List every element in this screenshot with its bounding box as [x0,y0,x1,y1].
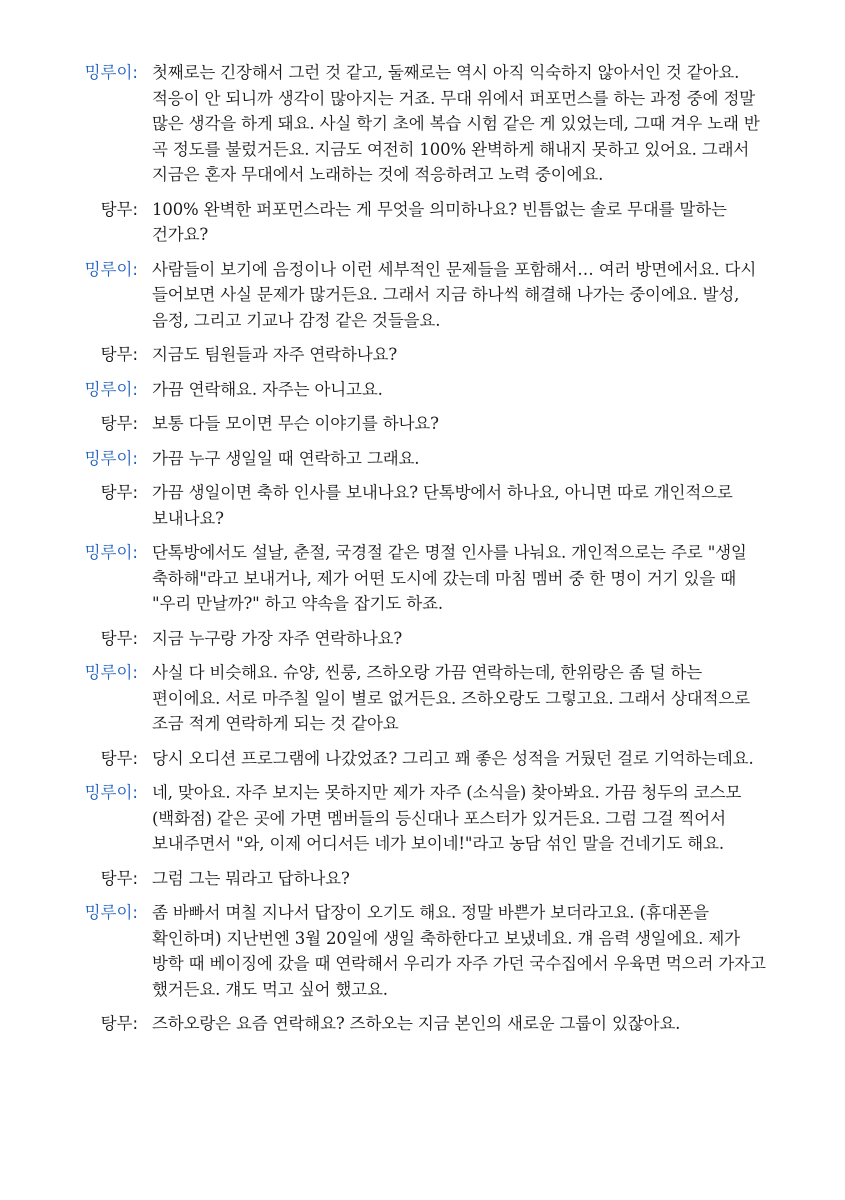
utterance-text: 첫째로는 긴장해서 그런 것 같고, 둘째로는 역시 아직 익숙하지 않아서인 것 같아요. 적응이 안 되니까 생각이 많아지는 거죠. 무대 위에서 퍼포먼스를 하는 과정 중에 정말 많은 생각을 하게 돼요. 사실 학기 초에 복습 시험 같은 게 있었는데, 그때 겨우 노래 반 곡 정도를 불렀거든요. 지금도 여전히 100% 완벽하게 해내지 못하고 있어요. 그래서 지금은 혼자 무대에서 노래하는 것에 적응하려고 노력 중이에요. [152,63,760,184]
utterance-text: 가끔 생일이면 축하 인사를 보내나요? 단톡방에서 하나요, 아니면 따로 개인적으로 보내나요? [152,483,733,528]
dialogue-turn [74,60,774,188]
dialogue-turn [74,342,774,368]
utterance-text: 사실 다 비슷해요. 슈양, 씬룽, 즈하오랑 가끔 연락하는데, 한위랑은 좀 덜 하는 편이에요. 서로 마주칠 일이 별로 없거든요. 즈하오랑도 그렇고요. 그래서 상대적으로 조금 적게 연락하게 되는 것 같아요 [152,663,750,733]
dialogue-turn [74,780,774,857]
utterance-text: 가끔 연락해요. 자주는 아니고요. [152,379,383,399]
utterance-text: 당시 오디션 프로그램에 나갔었죠? 그리고 꽤 좋은 성적을 거뒀던 걸로 기억하는데요. [152,748,754,768]
speaker-label: 밍루이: [84,543,138,562]
dialogue-turn [74,446,774,472]
speaker-label: 탕무: [100,748,138,768]
dialogue-turn [74,660,774,737]
speaker-label: 밍루이: [84,663,138,682]
speaker-label: 탕무: [100,483,138,502]
utterance-text: 단톡방에서도 설날, 춘절, 국경절 같은 명절 인사를 나눠요. 개인적으로는 주로 "생일 축하해"라고 보내거나, 제가 어떤 도시에 갔는데 마침 멤버 중 한 명이 거기 있을 때 "우리 만날까?" 하고 약속을 잡기도 하죠. [152,543,747,613]
speaker-label: 밍루이: [84,903,138,922]
dialogue-turn [74,411,774,437]
dialogue-turn [74,746,774,772]
dialogue-turn [74,1011,774,1037]
dialogue-turn [74,197,774,248]
utterance-text: 보통 다들 모이면 무슨 이야기를 하나요? [152,414,439,433]
utterance-text: 즈하오랑은 요즘 연락해요? 즈하오는 지금 본인의 새로운 그룹이 있잖아요. [152,1014,681,1033]
dialogue-turn [74,900,774,1002]
interview-transcript [74,60,774,1046]
speaker-label: 탕무: [100,628,138,648]
speaker-label: 탕무: [100,1014,138,1033]
speaker-label: 밍루이: [84,259,138,279]
dialogue-turn [74,866,774,892]
speaker-label: 밍루이: [84,379,138,399]
speaker-label: 탕무: [100,199,138,219]
utterance-text: 네, 맞아요. 자주 보지는 못하지만 제가 자주 (소식을) 찾아봐요. 가끔 청두의 코스모(백화점) 같은 곳에 가면 멤버들의 등신대나 포스터가 있거든요. 그럼 그걸 찍어서 보내주면서 "와, 이제 어디서든 네가 보이네!"라고 농담 섞인 말을 건네기도 해요. [152,783,742,853]
utterance-text: 가끔 누구 생일일 때 연락하고 그래요. [152,448,420,468]
dialogue-turn [74,377,774,403]
speaker-label: 탕무: [100,345,138,364]
dialogue-turn [74,626,774,652]
dialogue-turn [74,480,774,531]
dialogue-turn [74,540,774,617]
speaker-label: 밍루이: [84,448,138,468]
dialogue-turn [74,257,774,334]
speaker-label: 밍루이: [84,63,138,82]
utterance-text: 좀 바빠서 며칠 지나서 답장이 오기도 해요. 정말 바쁜가 보더라고요. (휴대폰을 확인하며) 지난번엔 3월 20일에 생일 축하한다고 보냈네요. 걔 음력 생일에요. 제가 방학 때 베이징에 갔을 때 연락해서 우리가 자주 가던 국수집에서 우육면 먹으러 가자고 했거든요. 걔도 먹고 싶어 했고요. [152,903,766,999]
utterance-text: 사람들이 보기에 음정이나 이런 세부적인 문제들을 포함해서… 여러 방면에서요. 다시 들어보면 사실 문제가 많거든요. 그래서 지금 하나씩 해결해 나가는 중이에요. 발성, 음정, 그리고 기교나 감정 같은 것들을요. [152,259,757,330]
speaker-label: 밍루이: [84,783,138,802]
speaker-label: 탕무: [100,414,138,433]
utterance-text: 100% 완벽한 퍼포먼스라는 게 무엇을 의미하나요? 빈틈없는 솔로 무대를 말하는 건가요? [152,199,727,244]
utterance-text: 지금도 팀원들과 자주 연락하나요? [152,345,398,364]
speaker-label: 탕무: [100,868,138,888]
utterance-text: 지금 누구랑 가장 자주 연락하나요? [152,628,403,648]
utterance-text: 그럼 그는 뭐라고 답하나요? [152,868,350,888]
